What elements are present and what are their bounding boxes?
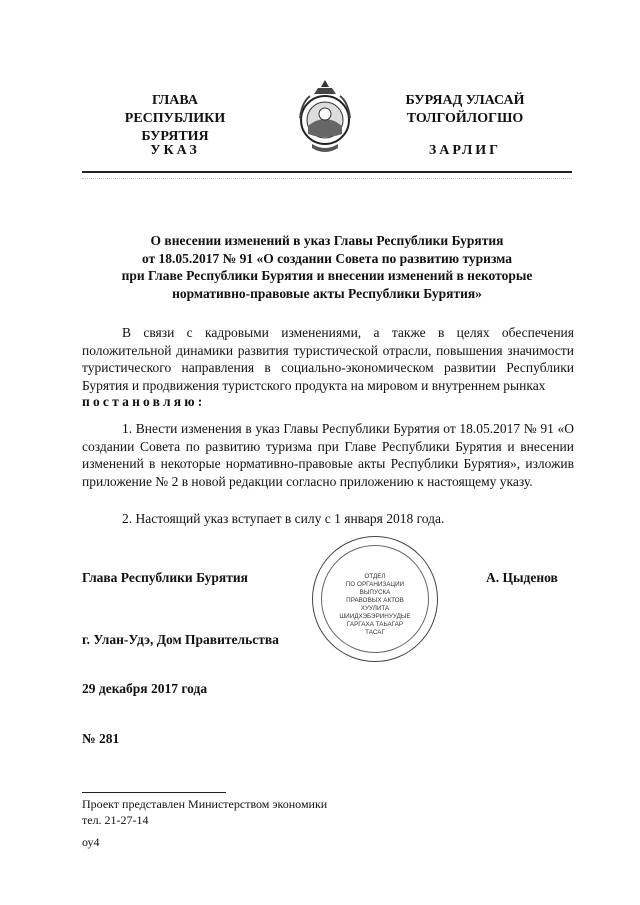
decree-word: постановляю: — [82, 394, 206, 409]
header-left-line2: РЕСПУБЛИКИ БУРЯТИЯ — [124, 111, 226, 144]
stamp-line1: ОТДЕЛ — [364, 573, 386, 580]
stamp-text — [327, 573, 423, 637]
doc-type-right: ЗАРЛИГ — [428, 143, 502, 158]
header-left — [90, 92, 260, 146]
header-left-line1: ГЛАВА — [152, 93, 198, 108]
header-right-line1: БУРЯАД УЛАСАЙ — [405, 93, 525, 108]
header-dotted-rule — [82, 174, 572, 179]
item-1-paragraph: 1. Внести изменения в указ Главы Республики Бурятия от 18.05.2017 № 91 «О создании Совета по развитию туризма при Главе Республики Бурятия и внесении изменений в некоторые нормативно-правовые акты Республики Бурятия», изложив приложение № 2 в новой редакции согласно приложению к настоящему указу. — [82, 421, 574, 489]
footer-code: оу4 — [82, 835, 100, 849]
header-rule — [82, 171, 572, 173]
coat-of-arms-emblem — [296, 78, 354, 158]
title-line2: от 18.05.2017 № 91 «О создании Совета по развитию туризма — [141, 250, 513, 266]
signatory-name: А. Цыденов — [486, 570, 558, 585]
header-right-line2: ТОЛГОЙЛОГШО — [406, 111, 524, 126]
preamble-paragraph: В связи с кадровыми изменениями, а также в целях обеспечения положительной динамики развития туристической отрасли, повышения значимости туристического направления в социально-экономическом развитии Республики Бурятия и продвижения туристского продукта на мировом и внутреннем рынках — [82, 325, 574, 393]
stamp-line3: ВЫПУСКА — [359, 589, 391, 596]
title-line4: нормативно-правовые акты Республики Бурятия» — [172, 285, 482, 301]
decree-title — [82, 232, 572, 302]
title-line1: О внесении изменений в указ Главы Республики Бурятия — [150, 233, 504, 248]
stamp-line2: ПО ОРГАНИЗАЦИИ — [345, 581, 405, 588]
stamp-line6: ШИИДХЭБЭРИНУУДЫЕ — [339, 613, 411, 620]
footer-note: Проект представлен Министерством экономики — [82, 797, 328, 811]
stamp-line4: ПРАВОВЫХ АКТОВ — [346, 597, 404, 604]
header-right — [380, 92, 550, 128]
stamp-line5: ХУУЛИТА — [360, 605, 390, 612]
signatory-position: Глава Республики Бурятия — [82, 570, 248, 585]
footer-rule — [82, 792, 226, 793]
title-line3: при Главе Республики Бурятия и внесении изменений в некоторые — [121, 268, 533, 283]
item-2-paragraph: 2. Настоящий указ вступает в силу с 1 января 2018 года. — [122, 511, 445, 526]
doc-type-left: УКАЗ — [150, 143, 200, 158]
stamp-line7: ГАРГАХА ТАЬАГАР — [346, 621, 404, 628]
official-stamp — [312, 536, 438, 662]
stamp-line8: ТАСАГ — [365, 629, 385, 636]
signing-date: 29 декабря 2017 года — [82, 681, 208, 696]
signing-place: г. Улан-Удэ, Дом Правительства — [82, 632, 279, 647]
decree-number: № 281 — [82, 731, 120, 746]
footer-phone: тел. 21-27-14 — [82, 813, 149, 827]
